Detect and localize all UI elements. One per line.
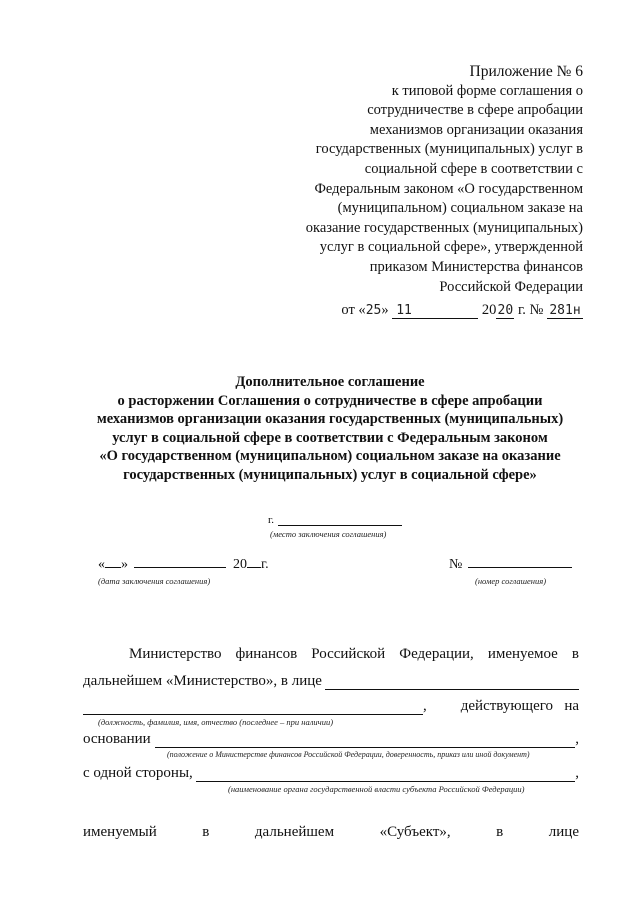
appendix-line: сотрудничестве в сфере апробации [367, 102, 583, 119]
position-field[interactable] [83, 700, 423, 715]
subject-authority-field[interactable] [196, 767, 575, 782]
title-line: механизмов организации оказания государственных (муниципальных) [96, 411, 564, 427]
appendix-line: приказом Министерства финансов [369, 258, 583, 275]
number-caption: (номер соглашения) [475, 576, 547, 586]
date-caption: (дата заключения соглашения) [98, 576, 211, 586]
date-field[interactable]: « » 20 г. [98, 557, 269, 572]
body-line-6: именуемый в дальнейшем «Субъект», в лице [83, 824, 579, 840]
appendix-line: к типовой форме соглашения о [391, 82, 583, 99]
appendix-line: услуг в социальной сфере», утвержденной [319, 239, 583, 256]
appendix-line: (муниципальном) социальном заказе на [337, 200, 583, 217]
title-line: Дополнительное соглашение [235, 374, 425, 390]
appendix-line: Российской Федерации [439, 278, 583, 295]
number-field[interactable]: № [449, 557, 572, 573]
title-line: «О государственном (муниципальном) социальном заказе на оказание [99, 448, 561, 464]
order-month: 11 [392, 303, 478, 319]
place-caption: (место заключения соглашения) [270, 529, 387, 539]
position-caption: (должность, фамилия, имя, отчество (последнее – при наличии) [98, 717, 334, 727]
appendix-line: социальной сфере в соответствии с [364, 160, 583, 177]
appendix-title: Приложение № 6 [469, 63, 583, 80]
title-line: услуг в социальной сфере в соответствии с Федеральным законом [112, 429, 548, 446]
representative-field[interactable] [325, 675, 579, 690]
appendix-line: государственных (муниципальных) услуг в [315, 141, 583, 158]
basis-field[interactable] [155, 733, 576, 748]
order-day: 25 [365, 303, 382, 319]
body-line-3: , действующего на [83, 698, 579, 715]
appendix-line: механизмов организации оказания [369, 121, 583, 138]
body-line-4: основании , [83, 731, 579, 747]
document-title [80, 373, 580, 484]
body-line-1: Министерство финансов Российской Федерации, именуемое в [129, 646, 579, 662]
subject-authority-caption: (наименование органа государственной власти субъекта Российской Федерации) [228, 784, 525, 794]
appendix-block [243, 62, 583, 321]
body-line-2: дальнейшем «Министерство», в лице [83, 673, 579, 690]
title-line: государственных (муниципальных) услуг в социальной сфере» [123, 466, 537, 483]
order-year: 20 [497, 303, 514, 319]
title-line: о расторжении Соглашения о сотрудничестве в сфере апробации [117, 392, 543, 409]
basis-caption: (положение о Министерстве финансов Российской Федерации, доверенность, приказ или иной документ) [167, 750, 530, 759]
appendix-date-line: от «25» 11 2020 г. № 281н [243, 301, 583, 321]
body-line-5: с одной стороны, , [83, 765, 579, 781]
place-prefix: г. [268, 514, 275, 526]
appendix-line: Федеральным законом «О государственном [314, 180, 583, 197]
place-field[interactable] [268, 514, 402, 526]
order-number: 281н [547, 303, 583, 319]
appendix-line: оказание государственных (муниципальных) [305, 219, 583, 236]
